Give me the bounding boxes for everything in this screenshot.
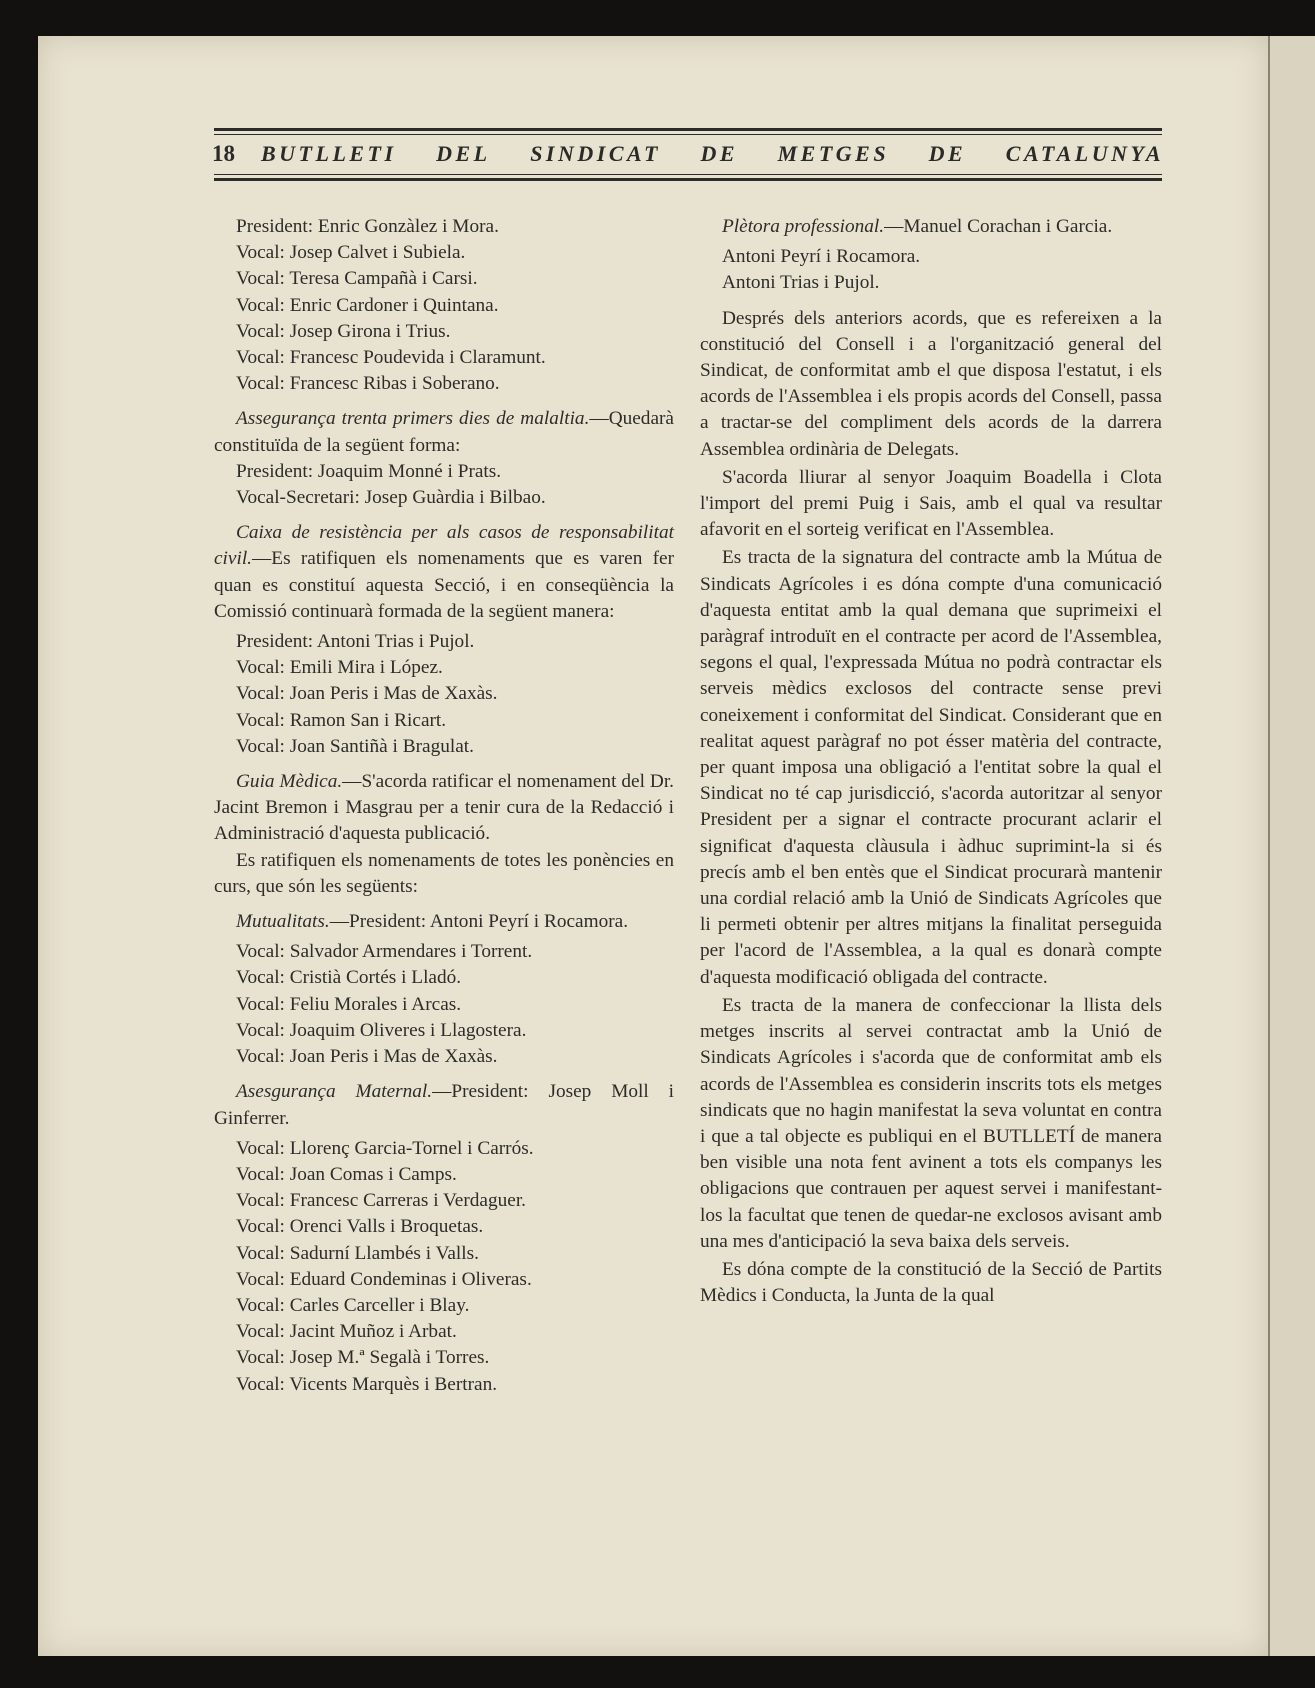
list-item: President: Enric Gonzàlez i Mora. [236,216,499,237]
list-item: Vocal: Eduard Condeminas i Oliveras. [236,1268,532,1290]
header-rule-bottom-thin [214,174,1162,175]
list-item: Vocal: Josep Calvet i Subiela. [236,242,466,264]
paragraph-text: —President: Antoni Peyrí i Rocamora. [329,911,629,933]
list-item: Vocal: Joan Peris i Mas de Xaxàs. [236,683,498,705]
title-word: SINDICAT [530,141,661,166]
section-heading: Mutualitats. [236,911,330,933]
paragraph: S'acorda lliurar al senyor Joaquim Boadella i Clota l'import del premi Puig i Sais, amb el qual va resultar afavorit en el sorteig verificat en l'Assemblea. [700,466,1162,541]
paragraph-maternal [214,1079,674,1131]
title-word: DE [700,141,739,166]
paragraph-pletora [700,214,1162,240]
list-item: Vocal-Secretari: Josep Guàrdia i Bilbao. [236,487,546,509]
paragraph-text: —S'acorda ratificar el nomenament del Dr. Jacint Bremon i Masgrau per a tenir cura de la Redacció i Administració d'aquesta publicació. [214,771,674,845]
list-item: Vocal: Francesc Ribas i Soberano. [236,373,500,395]
list-item: Vocal: Joaquim Oliveres i Llagostera. [236,1019,527,1041]
title-word: CATALUNYA [1005,141,1164,166]
list-item: Vocal: Carles Carceller i Blay. [236,1294,470,1316]
paragraph-text: —President: Josep Moll i Ginferrer. [214,1081,675,1129]
section-heading: Asesgurança Maternal. [236,1081,433,1103]
adjacent-page-edge [1268,36,1315,1656]
list-item: Vocal: Ramon San i Ricart. [236,709,447,731]
paragraph-asseguranca [214,406,674,458]
title-word: BUTLLETI [261,141,397,166]
right-column [700,214,1162,1309]
list-item: Vocal: Francesc Carreras i Verdaguer. [236,1190,526,1212]
section-heading: Assegurança trenta primers dies de malaltia. [236,408,590,430]
list-item: Vocal: Jacint Muñoz i Arbat. [236,1321,457,1343]
title-word: DE [928,141,967,166]
list-item: Vocal: Vicents Marquès i Bertran. [236,1373,498,1395]
paragraph: Es dóna compte de la constitució de la Secció de Partits Mèdics i Conducta, la Junta de la qual [700,1258,1162,1307]
running-title [261,141,1164,167]
paragraph-guia [214,769,674,848]
list-item: Vocal: Salvador Armendares i Torrent. [236,941,533,963]
section-heading: Plètora professional. [722,216,885,237]
list-item: Vocal: Sadurní Llambés i Valls. [236,1242,479,1264]
list-item: Vocal: Joan Comas i Camps. [236,1163,457,1185]
list-item: Vocal: Joan Santiñà i Bragulat. [236,735,474,757]
list-item: Vocal: Orenci Valls i Broquetas. [236,1216,484,1238]
list-item: President: Antoni Trias i Pujol. [236,631,475,653]
header-rule-bottom [214,178,1162,181]
list-item: Vocal: Cristià Cortés i Lladó. [236,967,462,989]
section-heading: Caixa de resistència per als casos de responsabilitat civil. [214,522,674,570]
list-item: Vocal: Josep Girona i Trius. [236,320,451,342]
header-rule-top [214,128,1162,131]
list-item: Antoni Trias i Pujol. [722,272,880,294]
list-item: Vocal: Josep M.ª Segalà i Torres. [236,1347,490,1369]
list-item: Vocal: Emili Mira i López. [236,657,443,679]
paragraph-caixa [214,520,674,625]
paragraph: Es tracta de la manera de confeccionar la llista dels metges inscrits al servei contractat amb la Unió de Sindicats Agrícoles i s'acorda que de conformitat amb els acords de l'Assemblea es considerin inscrits tots els metges sindicats que no hagin manifestat la seva voluntat en contra i que a tal objecte es publiqui en el BUTLLETÍ de manera ben visible una nota fent avinent a tots els companys les obligacions que contrauen per aquest servei i manifestant-los la facultat que tenen de quedar-ne exclosos avisant amb una mes d'anticipació la seva baixa dels serveis. [700,994,1162,1252]
list-item: Vocal: Feliu Morales i Arcas. [236,993,462,1015]
paragraph-text: —Quedarà constituïda de la següent forma: [214,408,674,456]
paragraph-ponencies: Es ratifiquen els nomenaments de totes les ponències en curs, que són les següents: [214,849,674,897]
title-word: DEL [436,141,491,166]
list-item: Vocal: Teresa Campañà i Carsi. [236,268,478,290]
paragraph-text: —Es ratifiquen els nomenaments que es varen fer quan es constituí aquesta Secció, i en conseqüència la Comissió continuarà formada de la següent manera: [214,548,674,622]
list-item: Vocal: Joan Peris i Mas de Xaxàs. [236,1046,498,1068]
header-rule-top-thin [214,134,1162,135]
list-item: Vocal: Francesc Poudevida i Claramunt. [236,347,546,369]
list-item: Antoni Peyrí i Rocamora. [722,246,921,268]
paragraph: Es tracta de la signatura del contracte amb la Mútua de Sindicats Agrícoles i es dóna compte d'una comunicació d'aquesta entitat amb la qual demana que suprimeixi el paràgraf introduït en el contracte per acord de l'Assemblea, segons el qual, l'expressada Mútua no podrà contractar els serveis mèdics exclosos del contracte sense previ coneixement i conformitat del Sindicat. Considerant que en realitat aquest paràgraf no pot ésser matèria del contracte, per quant imposa una obligació a l'entitat sobre la qual el Sindicat no té cap jurisdicció, s'acorda autoritzar al senyor President per a signar el contracte procurant aclarir el significat d'aquesta clàusula i àdhuc suprimint-la si és precís amb el ben entès que el Sindicat procurarà mantenir una cordial relació amb la Unió de Sindicats Agrícoles que li permeti obtenir per altres mitjans la finalitat perseguida per l'acord de l'Assemblea, a la qual es donarà compte d'aquesta modificació obligada del contracte. [700,547,1162,988]
paragraph-text: —Manuel Corachan i Garcia. [884,216,1113,237]
list-item: President: Joaquim Monné i Prats. [236,460,502,482]
page-number: 18 [212,141,235,166]
paragraph: Després dels anteriors acords, que es refereixen a la constitució del Consell i a l'organització general del Sindicat, de conformitat amb el que disposa l'estatut, i els acords de l'Assemblea i els propis acords del Consell, passa a tractar-se del compliment dels acords de la darrera Assemblea ordinària de Delegats. [700,307,1162,460]
section-heading: Guia Mèdica. [236,771,343,793]
list-item: Vocal: Enric Cardoner i Quintana. [236,294,499,316]
title-word: METGES [777,141,890,166]
list-item: Vocal: Llorenç Garcia-Tornel i Carrós. [236,1137,534,1159]
running-header [212,141,1164,173]
left-column [214,214,674,1398]
paragraph-mutualitats [214,909,674,935]
